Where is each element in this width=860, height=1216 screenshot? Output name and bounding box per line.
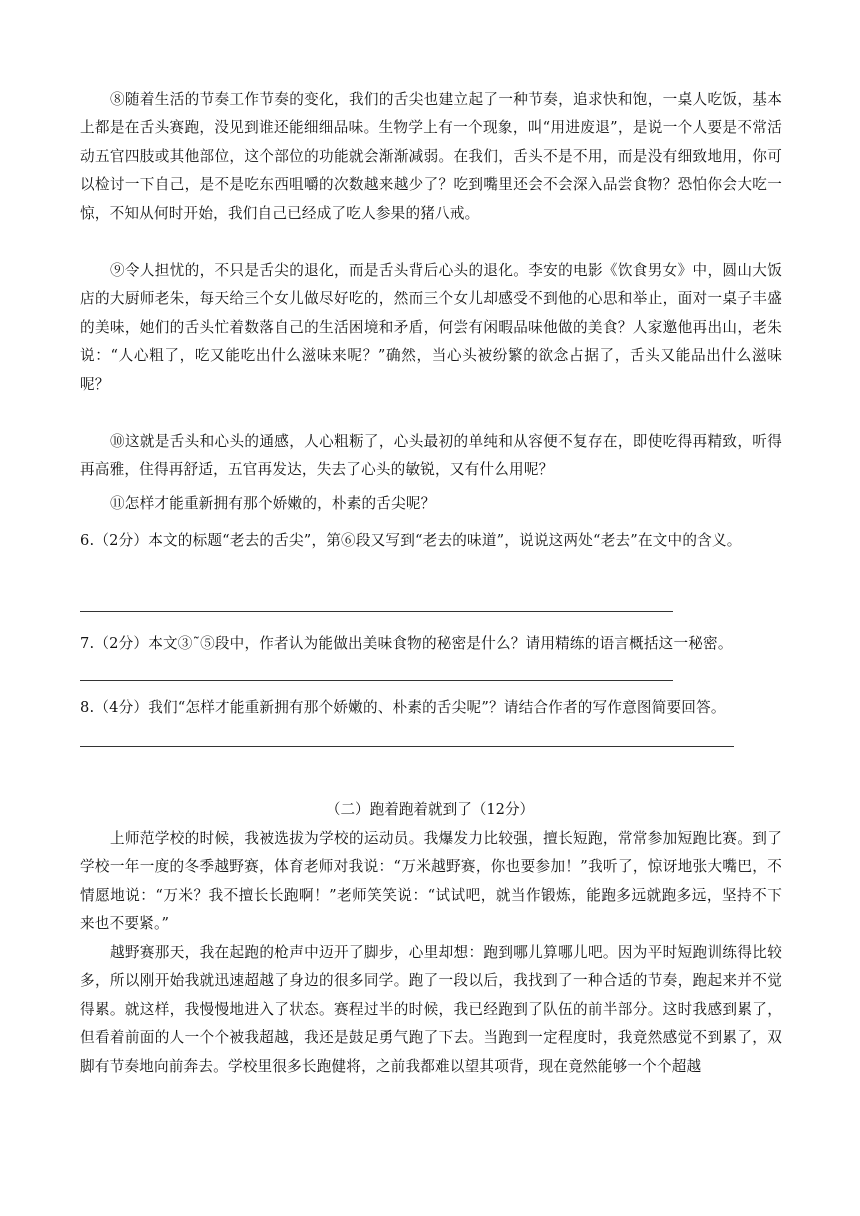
- question-7: 7.（2分）本文③˜⑤段中，作者认为能做出美味食物的秘密是什么？请用精练的语言概括这一秘密。: [80, 635, 733, 652]
- paragraph-10: ⑩这就是舌头和心头的通感，人心粗粝了，心头最初的单纯和从容便不复存在，即使吃得再精致，听得再高雅，住得再舒适，五官再发达，失去了心头的敏锐，又有什么用呢？: [80, 433, 782, 479]
- paragraph-11: ⑪怎样才能重新拥有那个娇嫩的，朴素的舌尖呢？: [110, 495, 436, 512]
- story-paragraph-1: 上师范学校的时候，我被选拔为学校的运动员。我爆发力比较强，擅长短跑，常常参加短跑比赛。到了学校一年一度的冬季越野赛，体育老师对我说：“万米越野赛，你也要参加！”我听了，惊讶地张大嘴巴，不情愿地说：“万米？我不擅长长跑啊！”老师笑笑说：“试试吧，就当作锻炼，能跑多远就跑多远，坚持不下来也不要紧。”: [80, 830, 782, 933]
- answer-line-q6[interactable]: [80, 611, 673, 612]
- answer-line-q8[interactable]: [80, 746, 734, 747]
- question-8: 8.（4分）我们“怎样才能重新拥有那个娇嫩的、朴素的舌尖呢”？请结合作者的写作意图简要回答。: [80, 699, 726, 716]
- story-paragraph-2: 越野赛那天，我在起跑的枪声中迈开了脚步，心里却想：跑到哪儿算哪儿吧。因为平时短跑训练得比较多，所以刚开始我就迅速超越了身边的很多同学。跑了一段以后，我找到了一种合适的节奏，跑起来并不觉得累。就这样，我慢慢地进入了状态。赛程过半的时候，我已经跑到了队伍的前半部分。这时我感到累了，但看着前面的人一个个被我超越，我还是鼓足勇气跑了下去。当跑到一定程度时，我竟然感觉不到累了，双脚有节奏地向前奔去。学校里很多长跑健将，之前我都难以望其项背，现在竟然能够一个个超越: [80, 944, 782, 1075]
- paragraph-9: ⑨令人担忧的，不只是舌尖的退化，而是舌头背后心头的退化。李安的电影《饮食男女》中，圆山大饭店的大厨师老朱，每天给三个女儿做尽好吃的，然而三个女儿却感受不到他的心思和举止，面对一桌子丰盛的美味，她们的舌头忙着数落自己的生活困境和矛盾，何尝有闲暇品味他做的美食？人家邀他再出山，老朱说：“人心粗了，吃又能吃出什么滋味来呢？”确然，当心头被纷繁的欲念占据了，舌头又能品出什么滋味呢？: [80, 262, 782, 393]
- answer-line-q7[interactable]: [80, 680, 673, 681]
- paragraph-8: ⑧随着生活的节奏工作节奏的变化，我们的舌尖也建立起了一种节奏，追求快和饱，一桌人吃饭，基本上都是在舌头赛跑，没见到谁还能细细品味。生物学上有一个现象，叫“用进废退”，是说一个人要是不常活动五官四肢或其他部位，这个部位的功能就会渐渐减弱。在我们，舌头不是不用，而是没有细致地用，你可以检讨一下自己，是不是吃东西咀嚼的次数越来越少了？吃到嘴里还会不会深入品尝食物？恐怕你会大吃一惊，不知从何时开始，我们自己已经成了吃人参果的猪八戒。: [80, 91, 782, 222]
- section-2-title: （二）跑着跑着就到了（12分）: [325, 801, 535, 818]
- question-6: 6.（2分）本文的标题“老去的舌尖”，第⑥段又写到“老去的味道”，说说这两处“老去”在文中的含义。: [80, 532, 742, 549]
